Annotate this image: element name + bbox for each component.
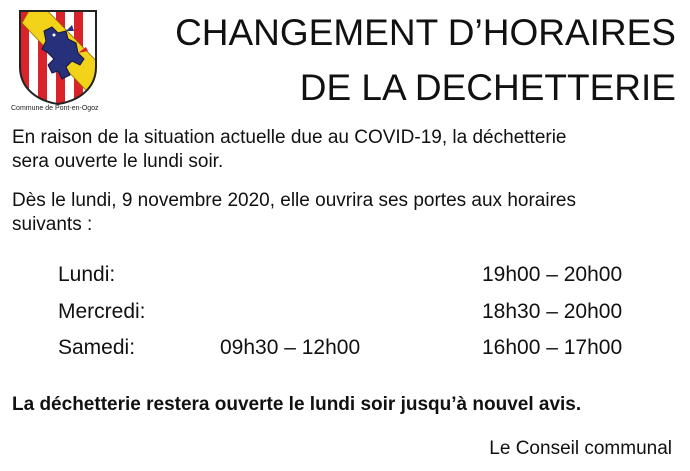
schedule-intro-line-1: Dès le lundi, 9 novembre 2020, elle ouvrira ses portes aux horaires [12, 190, 576, 211]
schedule-row [0, 263, 690, 295]
schedule-evening-hours: 19h00 – 20h00 [482, 263, 623, 286]
schedule-row [0, 300, 690, 332]
schedule-evening-hours: 16h00 – 17h00 [482, 336, 623, 359]
schedule-row [0, 336, 690, 368]
coat-of-arms-icon [18, 9, 98, 105]
schedule-day: Mercredi: [58, 300, 146, 323]
signature: Le Conseil communal [489, 438, 672, 459]
page-title-line-1: CHANGEMENT D’HORAIRES [175, 12, 676, 53]
notice-text: La déchetterie restera ouverte le lundi soir jusqu’à nouvel avis. [12, 394, 582, 415]
page-title-line-2: DE LA DECHETTERIE [299, 67, 676, 108]
commune-name: Commune de Pont-en-Ogoz [11, 105, 99, 112]
schedule-morning-hours: 09h30 – 12h00 [220, 336, 361, 359]
intro-paragraph-line-2: sera ouverte le lundi soir. [12, 151, 224, 172]
intro-paragraph-line-1: En raison de la situation actuelle due au COVID-19, la déchetterie [12, 127, 567, 148]
schedule-evening-hours: 18h30 – 20h00 [482, 300, 623, 323]
schedule-intro-line-2: suivants : [12, 214, 93, 235]
schedule-day: Samedi: [58, 336, 136, 359]
schedule-day: Lundi: [58, 263, 116, 286]
